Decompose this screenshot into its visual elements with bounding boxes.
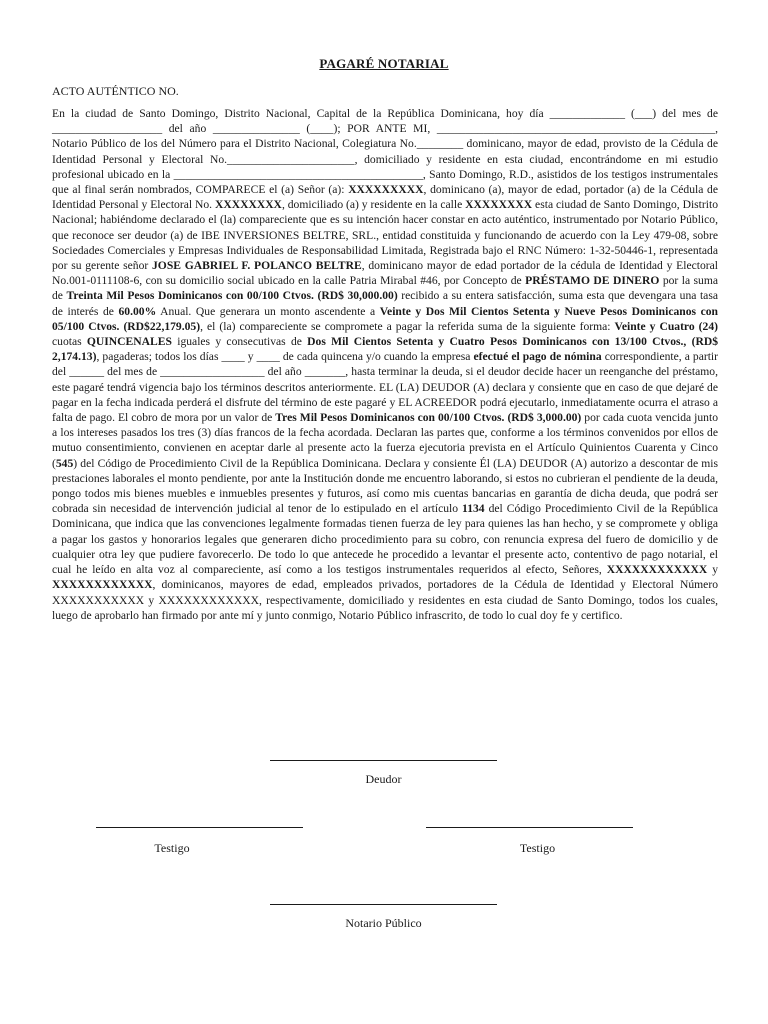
body-bold-run: Veinte y Dos Mil Cientos Setenta y Nueve Pesos Dominicanos con 05/100 Ctvos. (RD$22,179.05) xyxy=(52,304,719,333)
body-bold-run: XXXXXXXXXXXX xyxy=(52,578,153,592)
document-body-paragraph xyxy=(52,106,718,623)
body-text-run: En la ciudad de Santo Domingo, Distrito Nacional, Capital de la República Dominicana, hoy día _____________ (___) del mes de ___________________ del año _______________ (____); POR ANTE MI, ________________________________________________, Notario Público de los del Número para el Distrito Nacional, Colegiatura No.________ dominicano, mayor de edad, provisto de la Cédula de Identidad Personal y Electoral No.______________________, domiciliado y residente en esta ciudad, encontrándome en mi estudio profesional ubicado en la ___________________________________________, Santo Domingo, R.D., asistidos de los testigos instrumentales que al final serán nombrados, COMPARECE el (a) Señor (a): xyxy=(52,107,718,197)
testigo-left-signature-line xyxy=(96,827,303,828)
body-text-run: por cada cuota vencida junto a los intereses pasados los tres (3) días francos de la fecha acordada. Declaran las partes que, conforme a los términos convenidos por ellos de mutuo consentimiento, convienen en aceptar darle al presente acto la fuerza ejecutoria prevista en el Artículo Quinientos Cuarenta y Cinco ( xyxy=(52,411,718,470)
body-bold-run: 545 xyxy=(55,456,74,470)
body-bold-run: Veinte y Cuatro (24) xyxy=(614,319,718,333)
deudor-signature-line xyxy=(270,760,497,761)
body-bold-run: 60.00% xyxy=(118,304,157,318)
notario-signature-line xyxy=(270,904,497,905)
document-title: PAGARÉ NOTARIAL xyxy=(319,56,449,71)
body-text-run: esta ciudad de Santo Domingo, Distrito Nacional; habiéndome declarado el (la) compareciente que es su intención hacer constar en acto auténtico, instrumentado por Notario Público, que reconoce ser deudor (a) de IBE INVERSIONES BELTRE, SRL., entidad constituida y funcionando de acuerdo con la Ley 479-08, sobre Sociedades Comerciales y Empresas Individuales de Responsabilidad Limitada, Registrada bajo el RNC Número: 1-32-50446-1, representada por su gerente señor xyxy=(52,198,718,273)
body-text-run: por la suma de xyxy=(52,274,719,303)
body-bold-run: XXXXXXXXX xyxy=(348,183,424,197)
body-text-run: , dominicano mayor de edad portador de la cédula de Identidad y Electoral No.001-0111108-6, con su domicilio social ubicado en la calle Patria Mirabal #46, por Concepto de xyxy=(52,259,718,288)
body-bold-run: 1134 xyxy=(462,502,485,516)
body-text-run: Anual. Que generara un monto ascendente a xyxy=(156,304,380,318)
testigo-right-signature-line xyxy=(426,827,633,828)
body-text-run: , el (la) compareciente se compromete a pagar la referida suma de la siguiente forma: xyxy=(200,319,615,333)
acto-number-label: ACTO AUTÉNTICO NO. xyxy=(52,84,179,98)
body-text-run: , pagaderas; todos los días ____ y ____ de cada quincena y/o cuando la empresa xyxy=(96,350,474,364)
body-text-run: ) del Código de Procedimiento Civil de la República Dominicana. Declara y consiente Él (LA) DEUDOR (A) autorizo a descontar de mis prestaciones laborales el monto pendiente, por ante la Institución donde me encuentro laborando, si estos no cubrieran el pendiente de la deuda, pongo todos mis bienes muebles e inmuebles presentes y futuros, así como mis cuentas bancarias en garantía de dicha deuda, que podrá ser cobrada sin necesidad de intervención judicial al tenor de lo estipulado en el artículo xyxy=(52,456,718,516)
body-text-run: recibido a su entera satisfacción, suma esta que devengara una tasa de interés de xyxy=(52,289,718,318)
body-bold-run: QUINCENALES xyxy=(86,335,172,349)
notario-signature-label: Notario Público xyxy=(345,916,422,930)
body-text-run: cuotas xyxy=(52,335,87,349)
testigo-right-signature-label: Testigo xyxy=(519,841,556,855)
body-bold-run: Dos Mil Cientos Setenta y Cuatro Pesos Dominicanos con 13/100 Ctvos., (RD$ 2,174.13) xyxy=(52,335,718,364)
testigo-left-signature-label: Testigo xyxy=(154,841,190,855)
body-text-run: iguales y consecutivas de xyxy=(171,335,308,349)
body-text-run: , dominicano (a), mayor de edad, portador (a) de la Cédula de Identidad Personal y Electoral No. xyxy=(52,183,718,212)
body-text-run: y xyxy=(707,563,718,577)
body-bold-run: XXXXXXXX xyxy=(214,198,282,212)
body-bold-run: Tres Mil Pesos Dominicanos con 00/100 Ctvos. (RD$ 3,000.00) xyxy=(275,411,582,425)
body-text-run: , domiciliado (a) y residente en la calle xyxy=(281,198,466,212)
body-text-run: del Código Procedimiento Civil de la República Dominicana, que indica que las convenciones legalmente formadas tienen fuerza de ley para quienes las han hecho, y se compromete y obliga a pagar los gastos y honorarios legales que generaren dicho procedimiento para su cobro, con renuncia expresa del fuero de domicilio y de cualquier otra ley que pudiere favorecerlo. De todo lo que antecede he procedido a levantar el presente acto, contentivo de pago notarial, el cual he leído en alta voz al compareciente, así como a los testigos instrumentales requeridos al efecto, Señores, xyxy=(52,502,719,577)
body-bold-run: PRÉSTAMO DE DINERO xyxy=(525,274,660,288)
body-bold-run: JOSE GABRIEL F. POLANCO BELTRE xyxy=(152,259,362,273)
body-bold-run: efectué el pago de nómina xyxy=(473,350,602,364)
body-bold-run: Treinta Mil Pesos Dominicanos con 00/100 Ctvos. (RD$ 30,000.00) xyxy=(66,289,398,303)
body-bold-run: XXXXXXXXXXXX xyxy=(606,563,708,577)
body-text-run: correspondiente, a partir del ______ del mes de __________________ del año _______, hasta terminar la deuda, si el deudor decide hacer un reenganche del préstamo, este pagaré tendrá vigencia bajo los términos descritos anteriormente. EL (LA) DEUDOR (A) declara y consiente que en caso de que dejaré de pagar en la fecha indicada perderá el disfrute del término de este pagaré y EL ACREEDOR podrá ejecutarlo, inmediatamente ocurra el atraso a falta de pago. El cobro de mora por un valor de xyxy=(52,350,719,425)
body-text-run: , dominicanos, mayores de edad, empleados privados, portadores de la Cédula de Identidad y Electoral Número XXXXXXXXXXX y XXXXXXXXXXXX, respectivamente, domiciliado y residentes en esta ciudad de Santo Domingo, todos los cuales, luego de aprobarlo han firmado por ante mí y junto conmigo, Notario Público infrascrito, de todo lo cual doy fe y certifico. xyxy=(52,578,718,622)
body-bold-run: XXXXXXXX xyxy=(465,198,533,212)
deudor-signature-label: Deudor xyxy=(365,772,402,786)
